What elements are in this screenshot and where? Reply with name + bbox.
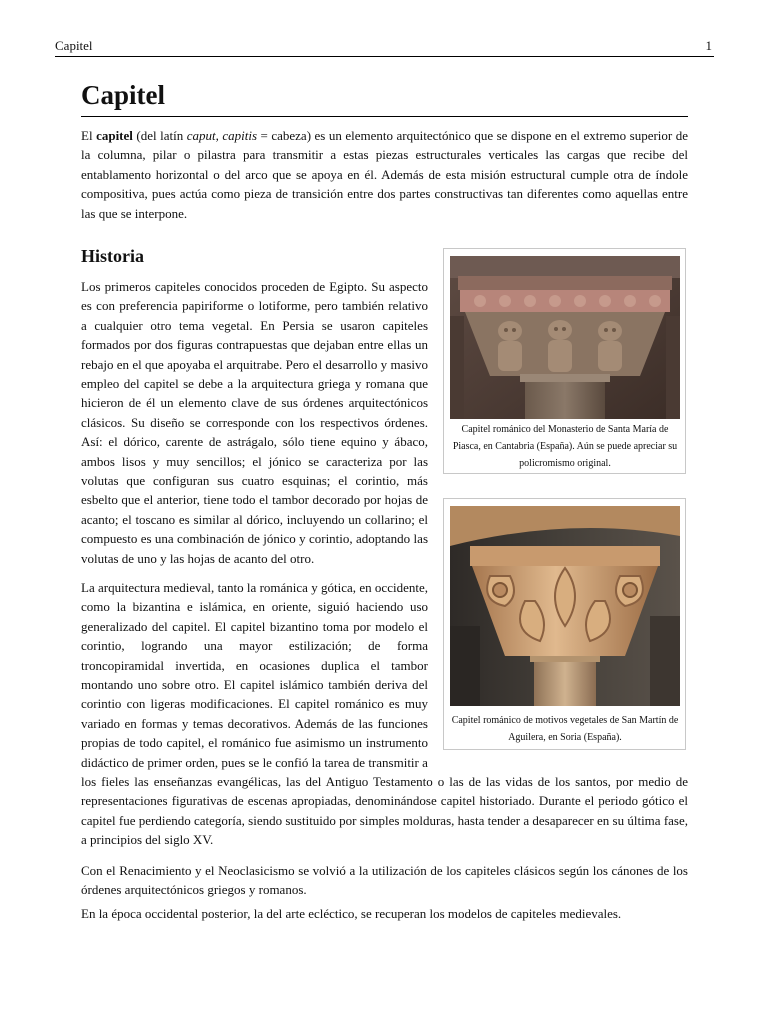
figure-caption-piasca: Capitel románico del Monasterio de Santa María de Piasca, en Cantabria (España). Aún se puede apreciar su policromismo original.: [452, 424, 678, 469]
paragraph-eclectic: En la época occidental posterior, la del arte ecléctico, se recuperan los modelos de capiteles medievales.: [81, 906, 622, 921]
figure-aguilera: [443, 498, 686, 750]
page-title: Capitel: [81, 78, 688, 117]
paragraph-medieval: La arquitectura medieval, tanto la románica y gótica, en occidente, como la bizantina e islámica, en oriente, siguió haciendo uso generalizado del capitel. El capitel bizantino toma por modelo el corintio, logrando una mayor estilización; de forma troncopiramidal invertida, en ocasiones duplica el tambor montando uno sobre otro. El capitel islámico también deriva del corintio con ligeras modificaciones. El capitel románico es muy variado en formas y temas decorativos. Además de las funciones propias de todo capitel, el románico fue asimismo un instrumento didáctico de primer orden, pues se le confió la tarea de transmitir a: [81, 580, 428, 770]
page-number: 1: [705, 38, 712, 53]
term-bold: capitel: [96, 128, 133, 143]
intro-paragraph: El capitel (del latín caput, capitis = cabeza) es un elemento arquitectónico que se dispone en el extremo superior de la columna, pilar o pilastra para transmitir a estas piezas estructurales verticales las cargas que recibe del entablamento horizontal o del arco que se apoya en él. Además de esta misión estructural cumple otra de índole compositiva, pues actúa como pieza de transición entre dos partes constructivas tan diferentes como aquellas entre las que se interpone.: [81, 128, 688, 221]
paragraph-renaissance: Con el Renacimiento y el Neoclasicismo se volvió a la utilización de los capiteles clásicos según los cánones de los órdenes arquitectónicos griegos y romanos.: [81, 863, 688, 898]
capital-photo-aguilera: [450, 506, 680, 706]
paragraph-medieval-continued: los fieles las enseñanzas evangélicas, las del Antiguo Testamento o las de las vidas de los santos, por medio de representaciones figurativas de escenas apropiadas, denominándose capitel historiado. Durante el periodo gótico el capitel fue perdiendo categoría, siendo sustituido por simples molduras, hasta tender a desaparecer en su última fase, a principios del siglo XV.: [81, 774, 688, 848]
figure-piasca: [443, 248, 686, 474]
etymology-italic: caput, capitis: [186, 128, 258, 143]
section-heading-historia: Historia: [81, 246, 144, 266]
running-header: [55, 38, 714, 57]
figure-caption-aguilera: Capitel románico de motivos vegetales de San Martín de Aguilera, en Soria (España).: [451, 715, 679, 743]
paragraph-origins: Los primeros capiteles conocidos proceden de Egipto. Su aspecto es con preferencia papiriforme o lotiforme, pero también relativo a cualquier otro tema vegetal. En Persia se usaron capiteles formados por dos figuras contrapuestas que dejaban entre ellas un rebajo en el que apoyaba el arquitrabe. Pero el desarrollo y masivo empleo del capitel se debe a la arquitectura griega y romana que hicieron de él un elemento clave de sus órdenes arquitectónicos clásicos. Su diseño se corresponde con los respectivos órdenes. Así: el dórico, carente de astrágalo, sólo tiene equino y ábaco, ambos lisos y muy sencillos; el jónico se caracteriza por las volutas que configuran sus cuatro esquinas; el corintio, más esbelto que el anterior, tiene todo el tambor decorado por hojas de acanto; el toscano es similar al dórico, incluyendo un collarino; el compuesto es una combinación de jónico y corintio, adoptando las volutas de uno y las hojas de acanto del otro.: [81, 279, 428, 566]
running-header-title: Capitel: [55, 38, 93, 53]
capital-photo-piasca: [450, 256, 680, 419]
